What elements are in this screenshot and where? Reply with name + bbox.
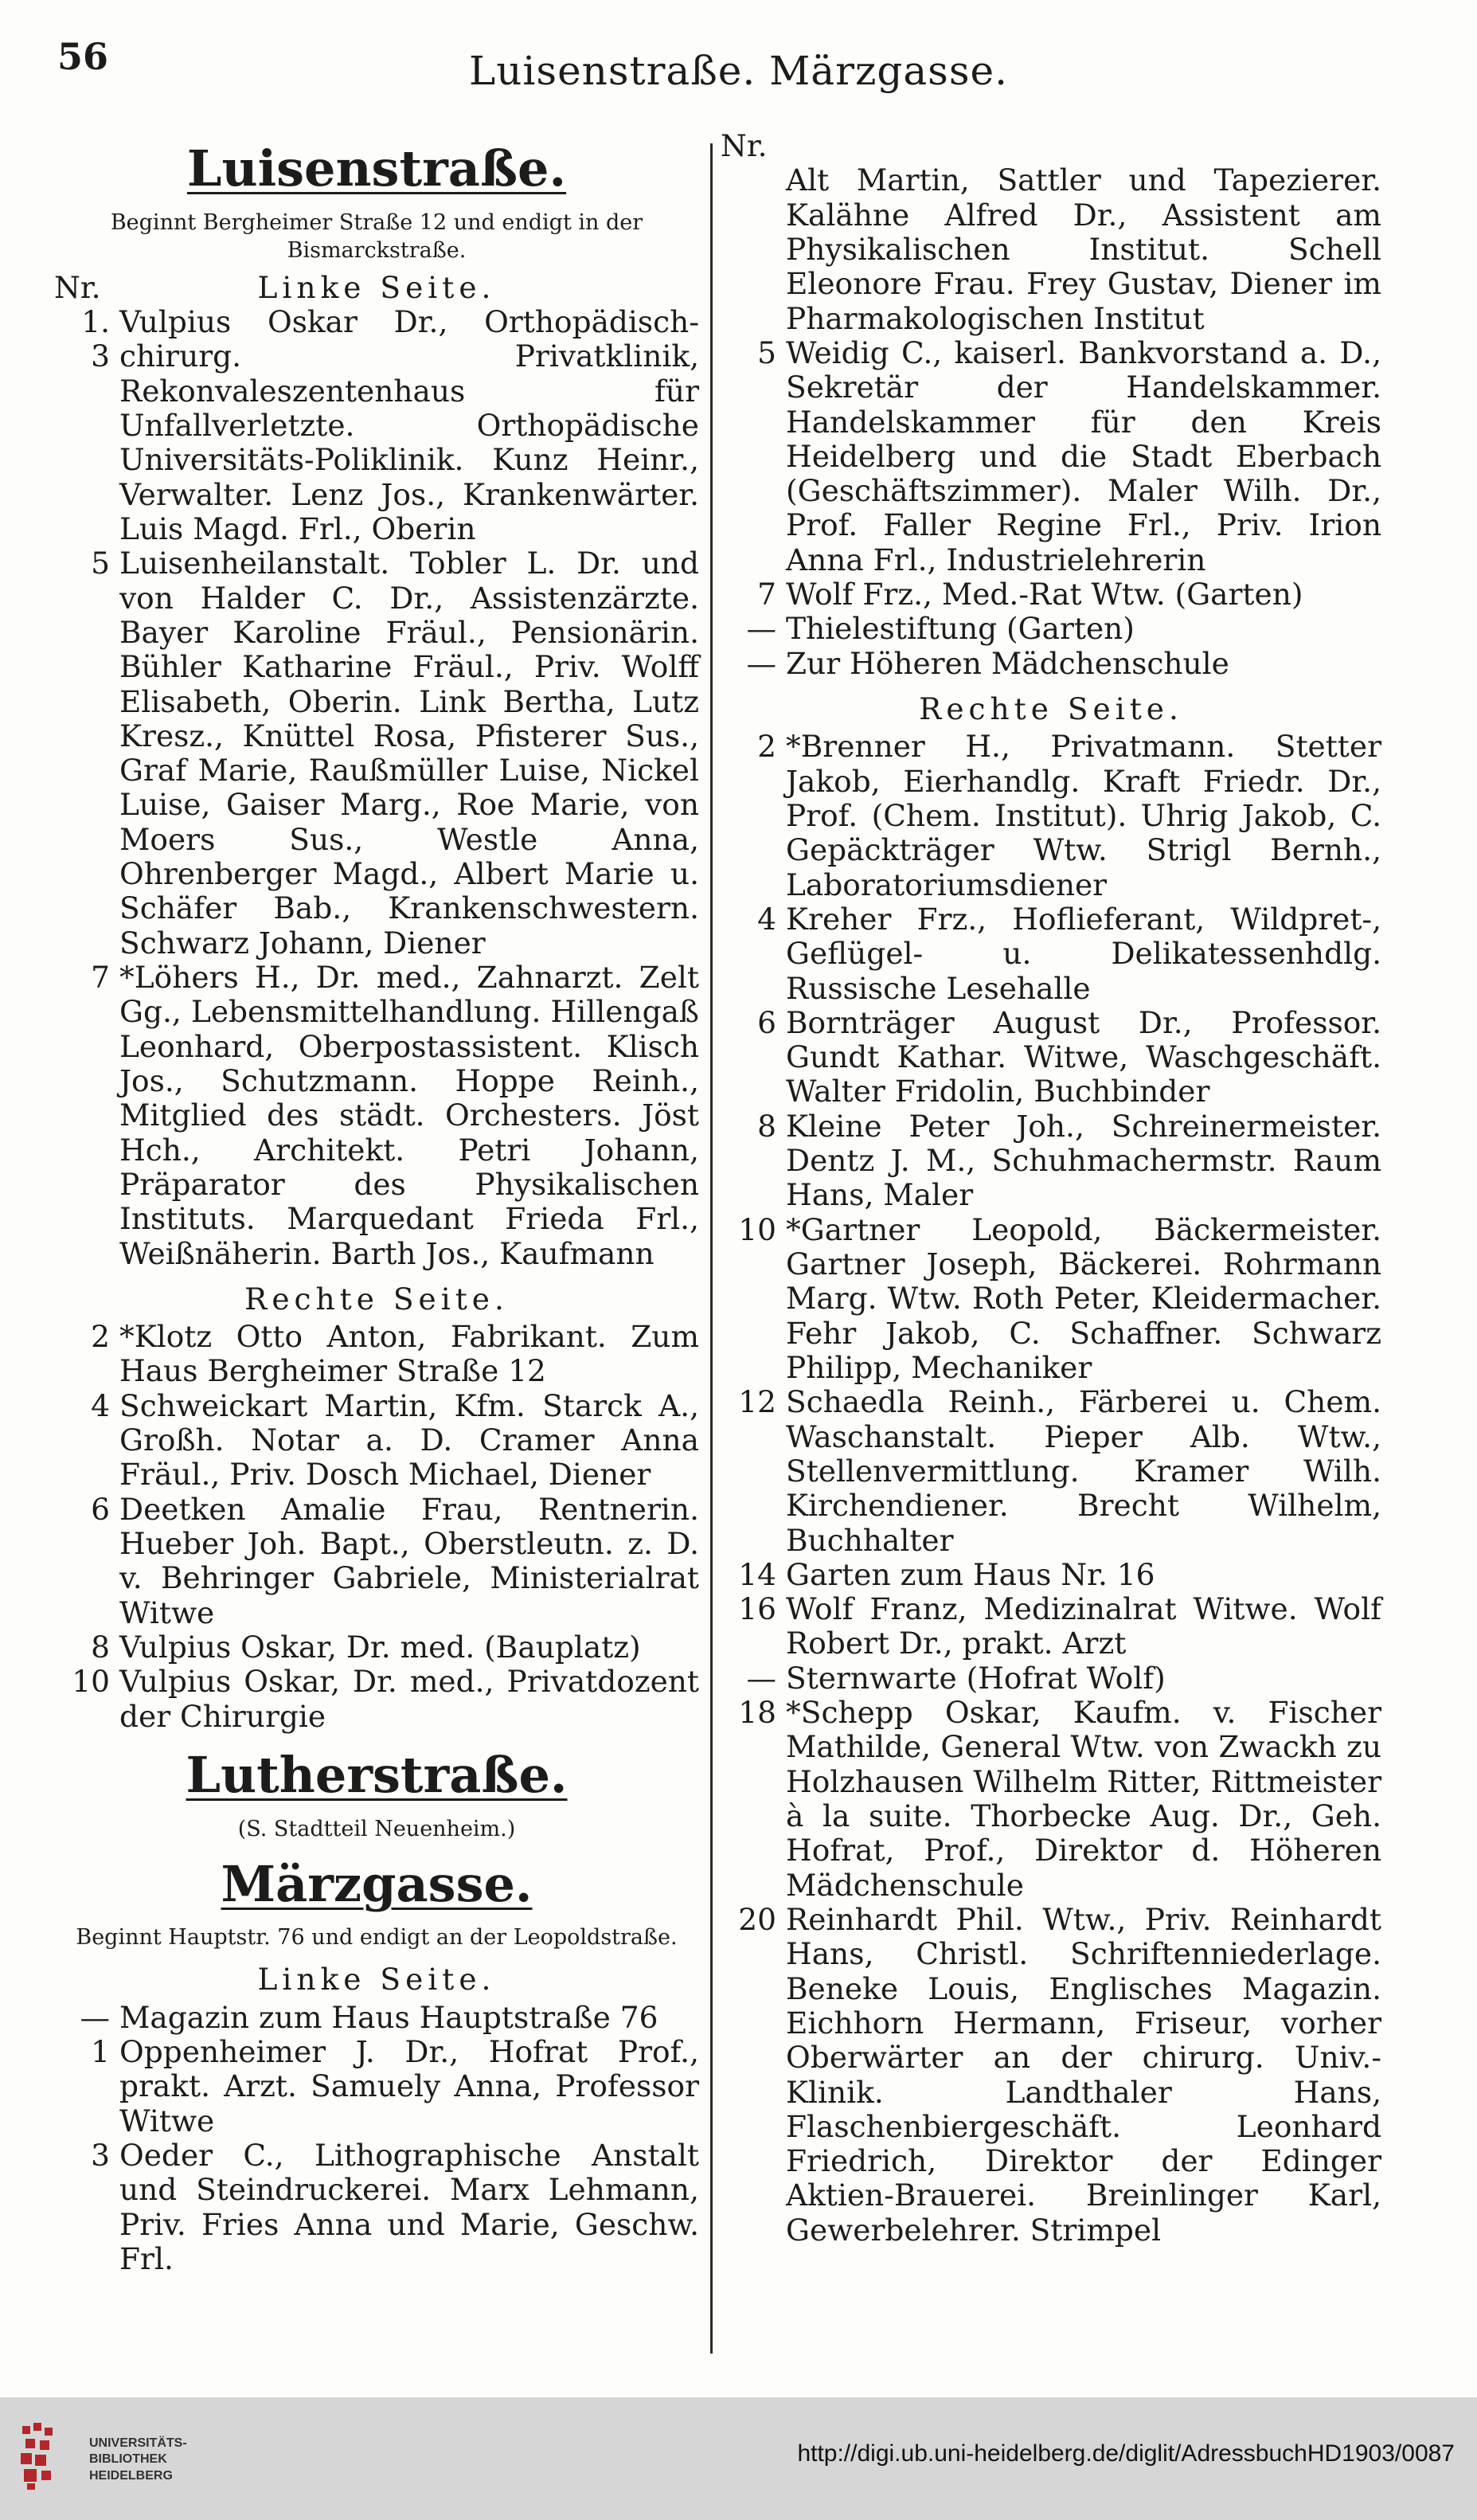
entry-text: Wolf Frz., Med.-Rat Wtw. (Garten) [786, 577, 1303, 612]
entry-text: Schaedla Reinh., Färberei u. Chem. Waschanstalt. Pieper Alb. Wtw., Stellenvermittlung. Kramer Wilh. Kirchendiener. Brecht Wilhelm, Buchhalter [786, 1384, 1381, 1558]
street-note-luisenstrasse: Beginnt Bergheimer Straße 12 und endigt in der Bismarckstraße. [110, 209, 643, 263]
house-number: 20 [738, 1901, 776, 1937]
entry-text: Oeder C., Lithographische Anstalt und Steindruckerei. Marx Lehmann, Priv. Fries Anna und Marie, Geschw. Frl. [119, 2137, 699, 2276]
entry-text: Schweickart Martin, Kfm. Starck A., Großh. Notar a. D. Cramer Anna Fräul., Priv. Dosch Michael, Diener [119, 1387, 699, 1493]
address-entry [54, 2035, 699, 2138]
address-entry [54, 1665, 699, 1734]
house-number: 6 [757, 1004, 776, 1040]
side-label: Linke Seite. [257, 269, 496, 305]
entry-text: Wolf Franz, Medizinalrat Witwe. Wolf Robert Dr., prakt. Arzt [786, 1591, 1381, 1661]
entry-text: *Löhers H., Dr. med., Zahnarzt. Zelt Gg., Lebensmittelhandlung. Hillengaß Leonhard, Oberpostassistent. Klisch Jos., Schutzmann. Hoppe Reinh., Mitglied des städt. Orchesters. Jöst Hch., Architekt. Petri Johann, Präparator des Physikalischen Instituts. Marquedant Frieda Frl., Weißnäherin. Barth Jos., Kaufmann [119, 960, 699, 1271]
address-entry [54, 1630, 699, 1665]
address-entry [721, 1385, 1381, 1558]
street-title-lutherstrasse: Lutherstraße. [186, 1745, 568, 1804]
house-number: 16 [738, 1591, 776, 1627]
logo-line: BIBLIOTHEK [89, 2452, 167, 2467]
address-entry [721, 577, 1381, 612]
address-entry [721, 1213, 1381, 1386]
address-entry [54, 305, 699, 546]
source-url-link[interactable]: http://digi.ub.uni-heidelberg.de/diglit/AdressbuchHD1903/0087 [797, 2440, 1455, 2467]
house-number: 7 [91, 960, 110, 996]
entry-text: Oppenheimer J. Dr., Hofrat Prof., prakt. Arzt. Samuely Anna, Professor Witwe [119, 2033, 699, 2138]
house-number: 14 [738, 1556, 776, 1592]
house-number: 5 [757, 335, 776, 370]
house-number: — [746, 611, 776, 647]
running-title: Luisenstraße. Märzgasse. [469, 48, 1008, 94]
library-logo-icon [18, 2420, 78, 2493]
entry-text: Reinhardt Phil. Wtw., Priv. Reinhardt Hans, Christl. Schriftenniederlage. Beneke Louis, Englisches Magazin. Eichhorn Hermann, Friseur, vorher Oberwärter an der chirurg. Univ.-Klinik. Landthaler Hans, Flaschenbiergeschäft. Leonhard Friedrich, Direktor der Edinger Aktien-Brauerei. Breinlinger Karl, Gewerbelehrer. Strimpel [786, 1901, 1381, 2248]
entry-text: Vulpius Oskar, Dr. med., Privatdozent der Chirurgie [119, 1664, 699, 1734]
column-divider [710, 143, 713, 2354]
address-entry [721, 1558, 1381, 1592]
page-number: 56 [57, 35, 109, 78]
entry-text: *Klotz Otto Anton, Fabrikant. Zum Haus Bergheimer Straße 12 [119, 1319, 699, 1389]
library-logo-text [89, 2436, 187, 2484]
house-number: 5 [91, 546, 110, 581]
address-entry [54, 1493, 699, 1630]
right-column [721, 127, 1381, 2345]
house-number: 4 [91, 1387, 110, 1423]
house-number: 7 [757, 577, 776, 612]
logo-line: UNIVERSITÄTS- [89, 2436, 187, 2450]
address-entry [54, 1320, 699, 1389]
house-number: 1. 3 [81, 304, 110, 374]
side-label-left-maerzgasse: Linke Seite. [257, 1962, 496, 1998]
house-number: 18 [738, 1695, 776, 1731]
street-title-luisenstrasse: Luisenstraße. [186, 139, 567, 198]
entry-text: Zur Höheren Mädchenschule [786, 645, 1229, 681]
entry-text: Vulpius Oskar Dr., Orthopädisch-chirurg. Privatklinik, Rekonvaleszentenhaus für Unfallverletzte. Orthopädische Universitäts-Poliklinik. Kunz Heinr., Verwalter. Lenz Jos., Krankenwärter. Luis Magd. Frl., Oberin [119, 304, 699, 546]
house-number: 8 [91, 1629, 110, 1665]
house-number: 2 [91, 1319, 110, 1355]
street-title-maerzgasse: Märzgasse. [221, 1854, 533, 1913]
entry-text: Weidig C., kaiserl. Bankvorstand a. D., Sekretär der Handelskammer. Handelskammer für den Kreis Heidelberg und die Stadt Eberbach (Geschäftszimmer). Maler Wilh. Dr., Prof. Faller Regine Frl., Priv. Irion Anna Frl., Industrielehrerin [786, 335, 1381, 577]
entry-text: Kleine Peter Joh., Schreinermeister. Dentz J. M., Schuhmachermstr. Raum Hans, Maler [786, 1108, 1381, 1213]
entry-text: Vulpius Oskar, Dr. med. (Bauplatz) [119, 1629, 641, 1665]
address-entry [54, 2138, 699, 2276]
entry-text: Luisenheilanstalt. Tobler L. Dr. und von Halder C. Dr., Assistenzärzte. Bayer Karoline Fräul., Pensionärin. Bühler Katharine Fräul., Priv. Wolff Elisabeth, Oberin. Link Bertha, Lutz Kresz., Knüttel Rosa, Pfisterer Sus., Graf Marie, Raußmüller Luise, Nickel Luise, Gaiser Marg., Roe Marie, von Moers Sus., Westle Anna, Ohrenberger Magd., Albert Marie u. Schäfer Bab., Krankenschwestern. Schwarz Johann, Diener [119, 546, 699, 961]
street-note-maerzgasse: Beginnt Hauptstr. 76 und endigt an der Leopoldstraße. [76, 1925, 678, 1951]
address-entry [721, 1109, 1381, 1213]
entry-text: Deetken Amalie Frau, Rentnerin. Hueber Joh. Bapt., Oberstleutn. z. D. v. Behringer Gabriele, Ministerialrat Witwe [119, 1491, 699, 1630]
house-number: — [746, 1660, 776, 1696]
entry-text: Sternwarte (Hofrat Wolf) [786, 1660, 1166, 1696]
house-number: 10 [738, 1211, 776, 1247]
address-entry [721, 902, 1381, 1006]
house-number: 6 [91, 1491, 110, 1527]
entry-text: *Gartner Leopold, Bäckermeister. Gartner Joseph, Bäckerei. Rohrmann Marg. Wtw. Roth Peter, Kleidermacher. Fehr Jakob, C. Schaffner. Schwarz Philipp, Mechaniker [786, 1211, 1381, 1385]
page-header [0, 0, 1477, 96]
entry-text: *Schepp Oskar, Kaufm. v. Fischer Mathilde, General Wtw. von Zwackh zu Holzhausen Wilhelm Ritter, Rittmeister à la suite. Thorbecke Aug. Dr., Geh. Hofrat, Prof., Direktor d. Höheren Mädchenschule [786, 1695, 1381, 1903]
address-entry [721, 1592, 1381, 1661]
house-number: 1 [91, 2033, 110, 2069]
house-number: 10 [72, 1664, 110, 1700]
entry-text: Thielestiftung (Garten) [786, 611, 1135, 647]
entry-text: Kreher Frz., Hoflieferant, Wildpret-, Geflügel- u. Delikatessenhdlg. Russische Lesehalle [786, 901, 1381, 1006]
footer-bar [0, 2397, 1477, 2520]
entry-text: *Brenner H., Privatmann. Stetter Jakob, Eierhandlg. Kraft Friedr. Dr., Prof. (Chem. Institut). Uhrig Jakob, C. Gepäckträger Wtw. Strigl Bernh., Laboratoriumsdiener [786, 729, 1381, 902]
address-entry [721, 163, 1381, 336]
address-entry [721, 1696, 1381, 1903]
nr-label: Nr. [721, 128, 768, 163]
house-number: 4 [757, 901, 776, 937]
address-entry [54, 961, 699, 1271]
side-heading-left [54, 271, 699, 305]
address-entry [54, 2001, 699, 2035]
address-entry [721, 1661, 1381, 1696]
street-note-lutherstrasse: (S. Stadtteil Neuenheim.) [237, 1816, 516, 1841]
entry-text: Magazin zum Haus Hauptstraße 76 [119, 1999, 658, 2035]
entry-text: Garten zum Haus Nr. 16 [786, 1556, 1155, 1592]
house-number: 8 [757, 1108, 776, 1144]
house-number: 2 [757, 729, 776, 765]
address-entry [721, 1903, 1381, 2248]
address-entry [54, 546, 699, 961]
house-number: — [80, 1999, 110, 2035]
left-column [54, 127, 699, 2345]
nr-label: Nr. [54, 269, 101, 305]
house-number: 3 [91, 2137, 110, 2173]
address-entry [721, 1006, 1381, 1109]
address-entry [54, 1389, 699, 1493]
address-entry [721, 336, 1381, 577]
address-entry [721, 647, 1381, 681]
entry-text: Alt Martin, Sattler und Tapezierer. Kalähne Alfred Dr., Assistent am Physikalischen Institut. Schell Eleonore Frau. Frey Gustav, Diener im Pharmakologischen Institut [786, 162, 1381, 336]
logo-line: HEIDELBERG [89, 2468, 173, 2483]
side-label-right: Rechte Seite. [919, 691, 1183, 726]
house-number: — [746, 645, 776, 681]
address-entry [721, 730, 1381, 902]
house-number: 12 [738, 1384, 776, 1420]
entry-text: Bornträger August Dr., Professor. Gundt Kathar. Witwe, Waschgeschäft. Walter Fridolin, Buchbinder [786, 1004, 1381, 1109]
address-entry [721, 612, 1381, 646]
side-label-right: Rechte Seite. [244, 1281, 509, 1317]
